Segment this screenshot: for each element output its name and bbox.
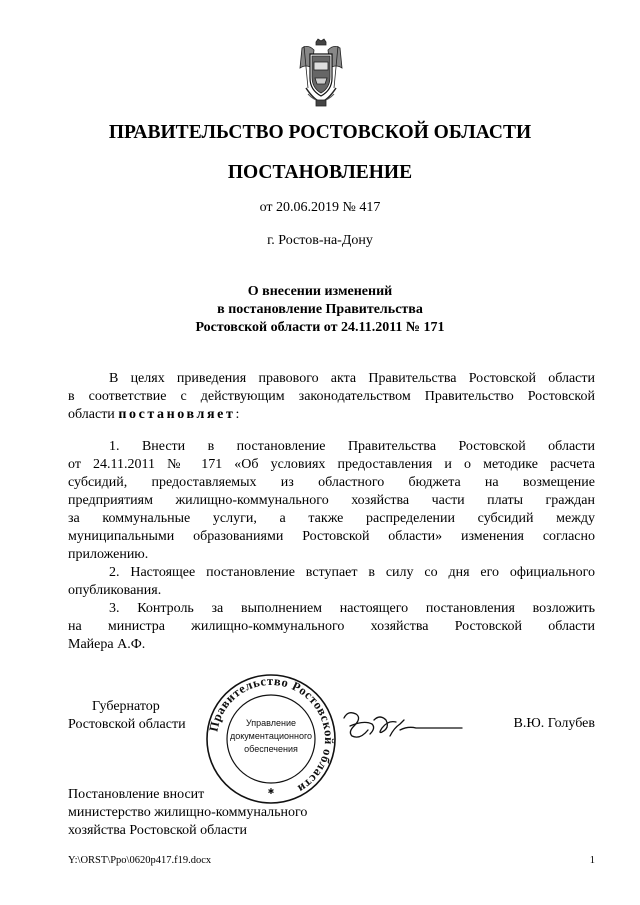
footer-page-number: 1 xyxy=(589,855,595,866)
item-2-paragraph xyxy=(68,564,595,600)
item-line: предприятиям жилищно-коммунального хозяйства части платы граждан xyxy=(68,493,595,508)
subject-line: О внесении изменений xyxy=(247,284,393,299)
item-1-paragraph xyxy=(68,438,595,564)
submitter-line: Постановление вносит xyxy=(68,787,205,802)
preamble-line: в соответствие с действующим законодательством Правительство Ростовской xyxy=(68,389,595,404)
submitter-note xyxy=(68,786,307,840)
signatory-title-line: Губернатор xyxy=(92,699,160,714)
submitter-line: министерство жилищно-коммунального xyxy=(68,805,308,820)
document-type-title: ПОСТАНОВЛЕНИЕ xyxy=(227,162,413,183)
subject-line: Ростовской области от 24.11.2011 № 171 xyxy=(195,320,445,335)
item-line: на министра жилищно-коммунального хозяйства Ростовской области xyxy=(68,619,595,634)
svg-text:✱: ✱ xyxy=(267,787,275,796)
item-line: приложению. xyxy=(68,547,149,562)
document-subject xyxy=(0,283,640,337)
item-line: Майера А.Ф. xyxy=(68,637,146,652)
item-line: субсидий, предоставляемых из областного бюджета на возмещение xyxy=(68,475,595,490)
preamble-suffix: : xyxy=(235,407,240,422)
item-line: за коммунальные услуги, а также распределении субсидий между xyxy=(68,511,595,526)
document-date-number: от 20.06.2019 № 417 xyxy=(259,200,381,215)
subject-line: в постановление Правительства xyxy=(217,302,423,317)
svg-text:Управление: Управление xyxy=(245,718,297,728)
preamble-prefix: области xyxy=(68,407,119,422)
svg-text:документационного: документационного xyxy=(229,731,313,741)
government-title: ПРАВИТЕЛЬСТВО РОСТОВСКОЙ ОБЛАСТИ xyxy=(108,122,532,143)
item-line: 2. Настоящее постановление вступает в силу со дня его официального xyxy=(109,565,595,580)
preamble-line: В целях приведения правового акта Правительства Ростовской области xyxy=(109,371,595,386)
coat-of-arms-icon xyxy=(294,38,348,108)
preamble-line-final xyxy=(68,406,595,424)
handwritten-signature xyxy=(338,700,468,750)
document-city: г. Ростов-на-Дону xyxy=(267,233,373,248)
footer-file-path: Y:\ORST\Ppo\0620p417.f19.docx xyxy=(68,855,212,866)
signatory-title xyxy=(68,698,186,734)
item-3-paragraph xyxy=(68,600,595,654)
item-line: от 24.11.2011 № 171 «Об условиях предоставления и о методике расчета xyxy=(68,457,595,472)
item-line: 1. Внести в постановление Правительства Ростовской области xyxy=(109,439,595,454)
svg-text:обеспечения: обеспечения xyxy=(244,744,298,754)
preamble-paragraph xyxy=(68,370,595,424)
signatory-title-line: Ростовской области xyxy=(68,717,186,732)
signatory-name: В.Ю. Голубев xyxy=(513,716,595,731)
item-line: опубликования. xyxy=(68,583,162,598)
item-line: 3. Контроль за выполнением настоящего постановления возложить xyxy=(109,601,595,616)
submitter-line: хозяйства Ростовской области xyxy=(68,823,247,838)
svg-text:Правительство Ростовской облас: Правительство Ростовской области xyxy=(206,673,337,797)
item-line: муниципальными образованиями Ростовской области» изменения согласно xyxy=(68,529,595,544)
resolves-word: постановляет xyxy=(118,407,236,422)
